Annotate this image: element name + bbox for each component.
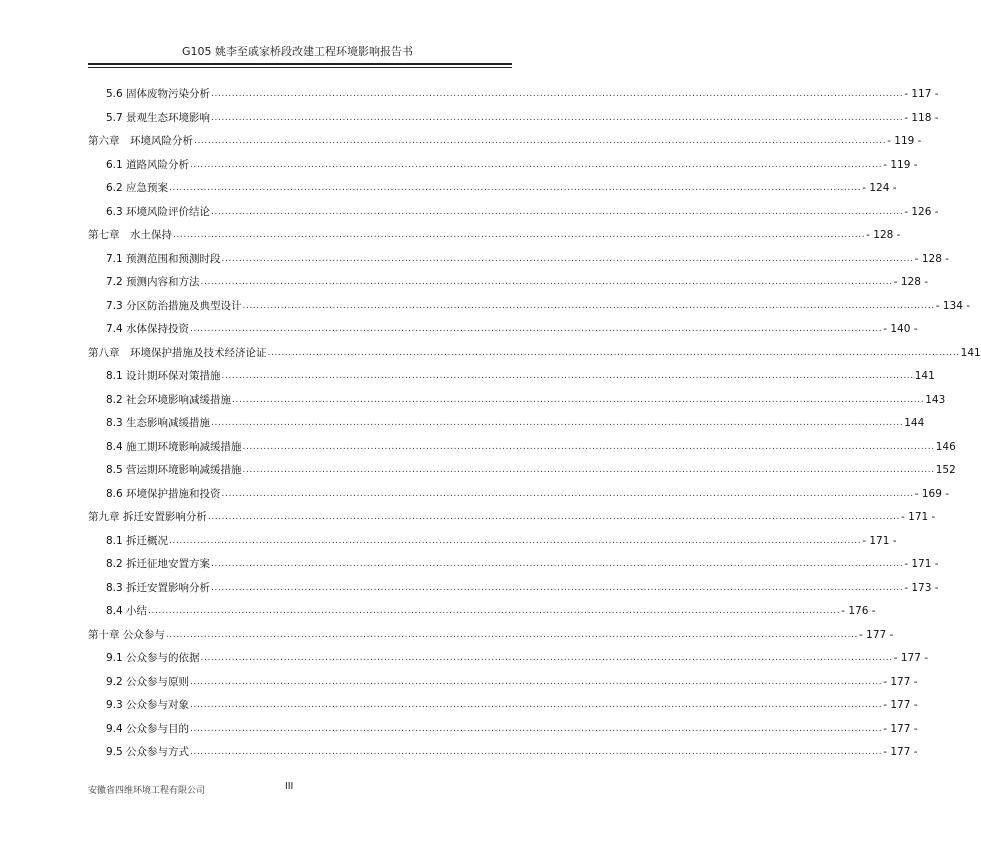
toc-dot-leader: ........................................................................................................................................................................................................ <box>211 582 904 593</box>
toc-dot-leader: ........................................................................................................................................................................................................ <box>169 183 862 193</box>
toc-entry-page: - 117 - <box>904 88 939 100</box>
toc-dot-leader: ........................................................................................................................................................................................................ <box>242 300 935 311</box>
toc-entry-label: 6.1 道路风险分析 <box>106 158 190 171</box>
toc-entry-page: 144 <box>904 417 925 429</box>
toc-section-entry[interactable] <box>106 460 956 477</box>
toc-dot-leader: ........................................................................................................................................................................................................ <box>221 488 914 499</box>
toc-section-entry[interactable] <box>106 296 971 313</box>
toc-entry-page: - 177 - <box>893 652 929 664</box>
toc-entry-label: 8.6 环境保护措施和投资 <box>106 487 221 500</box>
toc-entry-page: - 171 - <box>862 534 897 547</box>
toc-dot-leader: ........................................................................................................................................................................................................ <box>207 512 901 522</box>
toc-section-entry[interactable] <box>106 601 876 618</box>
toc-entry-page: - 128 - <box>893 276 929 288</box>
footer-company-name: 安徽省四维环境工程有限公司 <box>88 786 206 796</box>
toc-entry-page: - 171 - <box>901 511 936 523</box>
toc-section-entry[interactable] <box>106 272 929 289</box>
toc-dot-leader: ........................................................................................................................................................................................................ <box>200 277 893 287</box>
toc-entry-label: 7.3 分区防治措施及典型设计 <box>106 299 242 312</box>
toc-section-entry[interactable] <box>106 319 918 336</box>
toc-dot-leader: ........................................................................................................................................................................................................ <box>211 112 904 123</box>
toc-dot-leader: ........................................................................................................................................................................................................ <box>190 159 883 170</box>
toc-entry-label: 7.4 水体保持投资 <box>106 323 190 335</box>
toc-section-entry[interactable] <box>106 742 918 759</box>
toc-entry-page: - 177 - <box>883 722 918 735</box>
toc-section-entry[interactable] <box>106 366 935 383</box>
toc-entry-label: 8.1 设计期环保对策措施 <box>106 370 221 382</box>
toc-section-entry[interactable] <box>106 531 897 548</box>
toc-entry-page: 146 <box>935 440 956 453</box>
toc-section-entry[interactable] <box>106 578 939 595</box>
toc-entry-page: 143 <box>925 393 946 406</box>
toc-entry-label: 第六章 环境风险分析 <box>88 135 193 147</box>
toc-section-entry[interactable] <box>106 249 950 266</box>
toc-section-entry[interactable] <box>106 648 929 665</box>
toc-chapter-entry[interactable] <box>88 625 894 642</box>
header-rule-thick <box>88 63 512 65</box>
toc-dot-leader: ........................................................................................................................................................................................................ <box>267 347 960 358</box>
toc-entry-label: 9.3 公众参与对象 <box>106 699 190 711</box>
footer-page-number: III <box>285 781 294 792</box>
toc-chapter-entry[interactable] <box>88 507 936 524</box>
toc-dot-leader: ........................................................................................................................................................................................................ <box>190 723 883 734</box>
toc-entry-label: 7.2 预测内容和方法 <box>106 276 200 288</box>
toc-entry-label: 第十章 公众参与 <box>88 628 165 641</box>
toc-section-entry[interactable] <box>106 390 946 407</box>
toc-entry-page: - 177 - <box>883 746 918 758</box>
toc-entry-page: - 177 - <box>883 699 918 711</box>
toc-entry-label: 第九章 拆迁安置影响分析 <box>88 511 207 523</box>
toc-entry-label: 8.2 社会环境影响减缓措施 <box>106 393 232 406</box>
toc-section-entry[interactable] <box>106 719 918 736</box>
toc-dot-leader: ........................................................................................................................................................................................................ <box>190 324 883 334</box>
toc-section-entry[interactable] <box>106 437 956 454</box>
toc-entry-page: - 177 - <box>883 675 918 688</box>
toc-entry-label: 6.2 应急预案 <box>106 182 169 194</box>
toc-section-entry[interactable] <box>106 413 925 430</box>
toc-entry-page: - 119 - <box>883 158 918 171</box>
toc-entry-label: 8.5 营运期环境影响减缓措施 <box>106 464 242 476</box>
toc-dot-leader: ........................................................................................................................................................................................................ <box>194 136 887 146</box>
toc-chapter-entry[interactable] <box>88 225 901 242</box>
header-rule-thin <box>88 67 512 68</box>
toc-section-entry[interactable] <box>106 202 939 219</box>
toc-entry-label: 5.6 固体废物污染分析 <box>106 88 211 100</box>
toc-entry-page: - 173 - <box>904 581 939 594</box>
toc-entry-label: 6.3 环境风险评价结论 <box>106 205 211 218</box>
toc-entry-label: 8.4 小结 <box>106 605 148 617</box>
toc-dot-leader: ........................................................................................................................................................................................................ <box>242 441 935 452</box>
toc-entry-label: 9.4 公众参与目的 <box>106 722 190 735</box>
toc-entry-page: - 169 - <box>914 487 950 500</box>
toc-dot-leader: ........................................................................................................................................................................................................ <box>173 230 866 240</box>
toc-entry-page: - 171 - <box>904 558 939 570</box>
toc-section-entry[interactable] <box>106 484 950 501</box>
toc-entry-label: 8.1 拆迁概况 <box>106 534 169 547</box>
toc-entry-page: - 119 - <box>887 135 922 147</box>
toc-entry-page: 141 <box>914 370 935 382</box>
page-header-title: G105 姚李至戚家桥段改建工程环境影响报告书 <box>181 45 413 58</box>
toc-dot-leader: ........................................................................................................................................................................................................ <box>169 535 862 546</box>
toc-dot-leader: ........................................................................................................................................................................................................ <box>190 700 883 710</box>
toc-entry-label: 9.2 公众参与原则 <box>106 675 190 688</box>
toc-entry-page: - 176 - <box>841 605 876 617</box>
toc-entry-page: - 118 - <box>904 111 939 124</box>
toc-dot-leader: ........................................................................................................................................................................................................ <box>221 253 914 264</box>
toc-entry-page: - 128 - <box>914 252 950 265</box>
toc-entry-label: 9.1 公众参与的依据 <box>106 652 200 664</box>
toc-entry-page: - 124 - <box>862 182 897 194</box>
toc-dot-leader: ........................................................................................................................................................................................................ <box>232 394 925 405</box>
toc-dot-leader: ........................................................................................................................................................................................................ <box>211 418 904 428</box>
toc-entry-page: 141 <box>960 346 981 359</box>
toc-entry-label: 9.5 公众参与方式 <box>106 746 190 758</box>
toc-entry-label: 8.3 拆迁安置影响分析 <box>106 581 211 594</box>
toc-dot-leader: ........................................................................................................................................................................................................ <box>190 676 883 687</box>
toc-dot-leader: ........................................................................................................................................................................................................ <box>165 629 859 640</box>
toc-entry-label: 8.4 施工期环境影响减缓措施 <box>106 440 242 453</box>
toc-entry-label: 8.3 生态影响减缓措施 <box>106 417 211 429</box>
toc-dot-leader: ........................................................................................................................................................................................................ <box>211 559 904 569</box>
toc-section-entry[interactable] <box>106 84 939 101</box>
toc-entry-page: 152 <box>935 464 956 476</box>
toc-entry-page: - 134 - <box>935 299 971 312</box>
toc-dot-leader: ........................................................................................................................................................................................................ <box>242 465 935 475</box>
toc-section-entry[interactable] <box>106 695 918 712</box>
toc-dot-leader: ........................................................................................................................................................................................................ <box>211 89 904 99</box>
toc-chapter-entry[interactable] <box>88 131 922 148</box>
toc-entry-label: 第七章 水土保持 <box>88 229 172 241</box>
toc-entry-label: 7.1 预测范围和预测时段 <box>106 252 221 265</box>
toc-dot-leader: ........................................................................................................................................................................................................ <box>221 371 914 381</box>
toc-section-entry[interactable] <box>106 155 918 172</box>
toc-dot-leader: ........................................................................................................................................................................................................ <box>190 747 883 757</box>
toc-entry-label: 8.2 拆迁征地安置方案 <box>106 558 211 570</box>
toc-dot-leader: ........................................................................................................................................................................................................ <box>200 653 893 663</box>
toc-entry-label: 5.7 景观生态环境影响 <box>106 111 211 124</box>
toc-entry-page: - 140 - <box>883 323 918 335</box>
toc-section-entry[interactable] <box>106 672 918 689</box>
toc-chapter-entry[interactable] <box>88 343 981 360</box>
toc-entry-page: - 128 - <box>866 229 901 241</box>
toc-entry-page: - 126 - <box>904 205 939 218</box>
toc-dot-leader: ........................................................................................................................................................................................................ <box>148 606 841 616</box>
toc-section-entry[interactable] <box>106 178 897 195</box>
toc-section-entry[interactable] <box>106 108 939 125</box>
toc-dot-leader: ........................................................................................................................................................................................................ <box>211 206 904 217</box>
toc-entry-page: - 177 - <box>859 628 894 641</box>
toc-section-entry[interactable] <box>106 554 939 571</box>
toc-entry-label: 第八章 环境保护措施及技术经济论证 <box>88 346 267 359</box>
